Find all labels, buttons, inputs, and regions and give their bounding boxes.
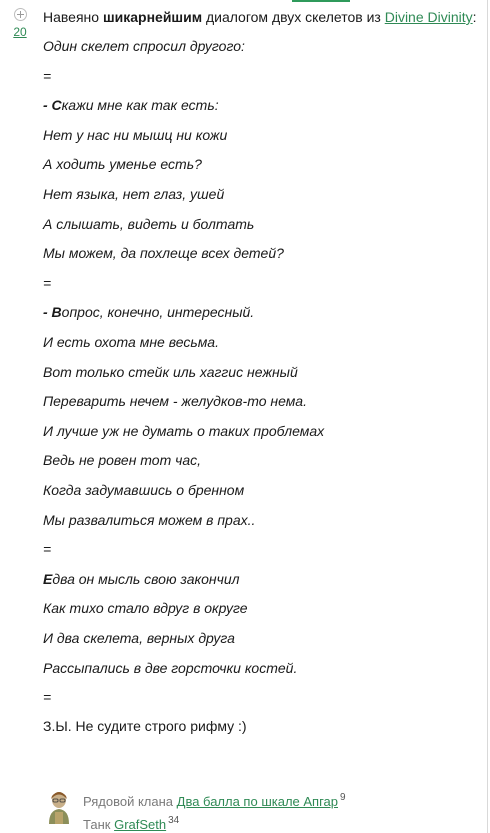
author-info: [83, 788, 346, 833]
poem-line-text: Мы развалиться можем в прах..: [43, 512, 256, 528]
user-avatar-icon[interactable]: [45, 790, 73, 824]
comment-intro: [43, 6, 483, 28]
poem-line-text: И два скелета, верных друга: [43, 630, 235, 646]
username-link[interactable]: GrafSeth: [114, 817, 167, 832]
class-prefix: Танк: [83, 817, 115, 832]
author-class: [83, 811, 346, 833]
poem-line-text: И есть охота мне весьма.: [43, 334, 219, 350]
poem-line-text: Как тихо стало вдруг в округе: [43, 600, 248, 616]
poem-line-text: два он мысль свою закончил: [52, 571, 240, 587]
poem-line: [43, 364, 298, 380]
clan-score: 9: [340, 792, 346, 803]
poem-line-text: Когда задумавшись о бренном: [43, 482, 245, 498]
poem-line-text: Один скелет спросил другого:: [43, 38, 245, 54]
poem-line-text: Мы можем, да похлеще всех детей?: [43, 245, 284, 261]
poem-line-bold: - С: [43, 97, 62, 113]
poem-line: [43, 423, 324, 439]
poem-line: [43, 689, 51, 705]
poem-line-text: Рассыпались в две горсточки костей.: [43, 660, 298, 676]
poem-line-text: =: [43, 541, 52, 557]
game-link[interactable]: Divine Divinity: [384, 9, 473, 25]
poem-line: [43, 275, 51, 291]
poem-line-text: =: [43, 275, 52, 291]
comment-body: [43, 6, 483, 28]
poem-line: [43, 216, 254, 232]
poem-line: [43, 304, 254, 320]
poem-line-text: кажи мне как так есть:: [61, 97, 219, 113]
poem-line-text: Нет у нас ни мышц ни кожи: [43, 127, 228, 143]
poem-line: [43, 452, 201, 468]
poem-line: [43, 482, 244, 498]
poem-line: [43, 97, 219, 113]
poem-line: [43, 127, 227, 143]
vote-count[interactable]: 20: [13, 25, 27, 39]
poem-line-bold: - В: [43, 304, 62, 320]
intro-bold: шикарнейшим: [102, 9, 203, 25]
poem-line-text: Ведь не ровен тот час,: [43, 452, 202, 468]
panel-border: [487, 0, 488, 833]
poem-line: [43, 334, 219, 350]
vote-widget: [9, 8, 31, 39]
poem-line-text: А слышать, видеть и болтать: [43, 216, 255, 232]
accent-line: [292, 0, 350, 2]
clan-link[interactable]: Два балла по шкале Апгар: [176, 794, 339, 809]
poem-line-text: Переварить нечем - желудков-то нема.: [43, 393, 307, 409]
poem-line: [43, 68, 51, 84]
plus-circle-icon[interactable]: [14, 8, 27, 21]
poem-line-text: =: [43, 689, 52, 705]
poem-line-text: А ходить уменье есть?: [43, 156, 202, 172]
poem-line-text: =: [43, 68, 52, 84]
poem-line-text: Вот только стейк иль хаггис нежный: [43, 364, 298, 380]
poem-line: [43, 660, 297, 676]
poem-line: [43, 156, 202, 172]
intro-suffix: :: [472, 9, 477, 25]
intro-middle: диалогом двух скелетов из: [202, 9, 385, 25]
postscript: З.Ы. Не судите строго рифму :): [43, 718, 247, 734]
poem-line-text: опрос, конечно, интересный.: [61, 304, 255, 320]
poem-line: [43, 245, 284, 261]
user-score: 34: [168, 815, 180, 826]
poem-line: [43, 630, 235, 646]
poem-line-bold: Е: [43, 571, 53, 587]
poem-line-text: И лучше уж не думать о таких проблемах: [43, 423, 325, 439]
rank-prefix: Рядовой клана: [83, 794, 177, 809]
poem-line: [43, 541, 51, 557]
poem-line: [43, 571, 240, 587]
author-rank: [83, 788, 346, 811]
poem-line: [43, 38, 245, 54]
poem-line-text: Нет языка, нет глаз, ушей: [43, 186, 225, 202]
poem-line: [43, 393, 307, 409]
poem-line: [43, 186, 224, 202]
intro-prefix: Навеяно: [43, 9, 103, 25]
poem-line: [43, 512, 255, 528]
poem-line: [43, 600, 248, 616]
